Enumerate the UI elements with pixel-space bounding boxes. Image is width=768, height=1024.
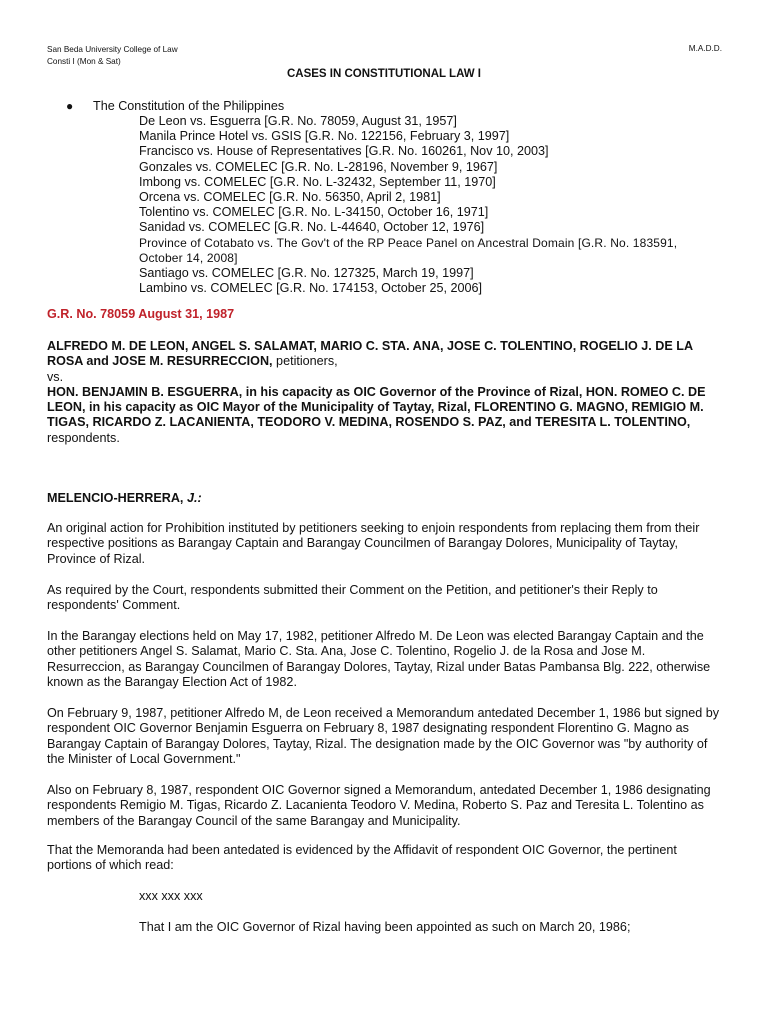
case-list [139,114,699,296]
case-gr-number: G.R. No. 78059 August 31, 1987 [47,307,235,321]
respondents-label: respondents. [47,430,120,445]
case-list-item: Tolentino vs. COMELEC [G.R. No. L-34150, October 16, 1971] [139,205,489,220]
outline-heading: The Constitution of the Philippines [93,99,285,113]
petitioners-label: petitioners, [272,354,338,369]
body-paragraph: Also on February 8, 1987, respondent OIC Governor signed a Memorandum, antedated December 1, 1986 designating respondents Remigio M. Tigas, Ricardo Z. Lacanienta Teodoro V. Medina, Roberto S. Paz and Teresita L. Tolentino as members of the Barangay Council of the same Barangay and Municipality. [47,783,711,828]
petitioners-names: ALFREDO M. DE LEON, ANGEL S. SALAMAT, MARIO C. STA. ANA, JOSE C. TOLENTINO, ROGELIO J. DE LA ROSA and JOSE M. RESURRECCION, [47,339,693,369]
case-list-item: Province of Cotabato vs. The Gov't of the RP Peace Panel on Ancestral Domain [G.R. No. 183591, October 14, 2008] [139,235,678,265]
case-list-item: Imbong vs. COMELEC [G.R. No. L-32432, September 11, 1970] [139,174,496,189]
body-paragraph: In the Barangay elections held on May 17, 1982, petitioner Alfredo M. De Leon was elected Barangay Captain and the other petitioners Angel S. Salamat, Mario C. Sta. Ana, Jose C. Tolentino, Rogelio J. de la Rosa and Jose M. Resurreccion, as Barangay Councilmen of Barangay Dolores, Taytay, Rizal under Batas Pambansa Blg. 222, otherwise known as the Barangay Election Act of 1982. [47,629,711,689]
body-paragraph: As required by the Court, respondents submitted their Comment on the Petition, and petitioner's their Reply to respondents' Comment. [47,583,658,613]
body-paragraph: That the Memoranda had been antedated is evidenced by the Affidavit of respondent OIC Governor, the pertinent portions of which read: [47,843,677,873]
case-list-item: Manila Prince Hotel vs. GSIS [G.R. No. 122156, February 3, 1997] [139,129,510,144]
body-paragraph: On February 9, 1987, petitioner Alfredo M, de Leon received a Memorandum antedated December 1, 1986 but signed by respondent OIC Governor Benjamin Esguerra on February 8, 1987 designating respondent Florentino G. Magno as Barangay Captain of Barangay Dolores, Taytay, Rizal. The designation made by the OIC Governor was "by authority of the Minister of Local Government." [47,706,720,766]
course-name: Consti I (Mon & Sat) [47,57,121,66]
document-title: CASES IN CONSTITUTIONAL LAW I [286,68,481,80]
judge-title: J.: [186,491,202,505]
case-list-item: Santiago vs. COMELEC [G.R. No. 127325, March 19, 1997] [139,266,474,281]
respondents-names: HON. BENJAMIN B. ESGUERRA, in his capacity as OIC Governor of the Province of Rizal, HON. ROMEO C. DE LEON, in his capacity as OIC Mayor of the Municipality of Taytay, Rizal, FLORENTINO G. MAGNO, REMIGIO M. TIGAS, RICARDO Z. LACANIENTA, TEODORO V. MEDINA, ROSENDO S. PAZ, and TERESITA L. TOLENTINO, [47,384,706,430]
case-list-item: Lambino vs. COMELEC [G.R. No. 174153, October 25, 2006] [139,281,483,296]
versus-label: vs. [47,369,64,384]
school-name: San Beda University College of Law [47,45,178,54]
case-list-item: Sanidad vs. COMELEC [G.R. No. L-44640, October 12, 1976] [139,220,485,235]
case-list-item: De Leon vs. Esguerra [G.R. No. 78059, August 31, 1957] [139,114,457,128]
case-parties [47,339,723,446]
case-list-item: Gonzales vs. COMELEC [G.R. No. L-28196, November 9, 1967] [139,159,498,174]
case-list-item: Francisco vs. House of Representatives [G.R. No. 160261, Nov 10, 2003] [139,144,549,159]
bullet-marker: ● [66,99,74,113]
header-left [47,44,178,68]
author-initials: M.A.D.D. [688,44,722,53]
judge-name: MELENCIO-HERRERA, [47,491,187,505]
ponente [47,491,723,506]
body-paragraph: An original action for Prohibition instituted by petitioners seeking to enjoin respondents from replacing them from their respective positions as Barangay Captain and Barangay Councilmen of Barangay Dolores, Municipality of Taytay, Province of Rizal. [47,521,700,566]
quoted-text: That I am the OIC Governor of Rizal having been appointed as such on March 20, 1986; [139,920,631,934]
case-list-item: Orcena vs. COMELEC [G.R. No. 56350, April 2, 1981] [139,190,441,205]
quote-ellipsis: xxx xxx xxx [139,889,203,903]
